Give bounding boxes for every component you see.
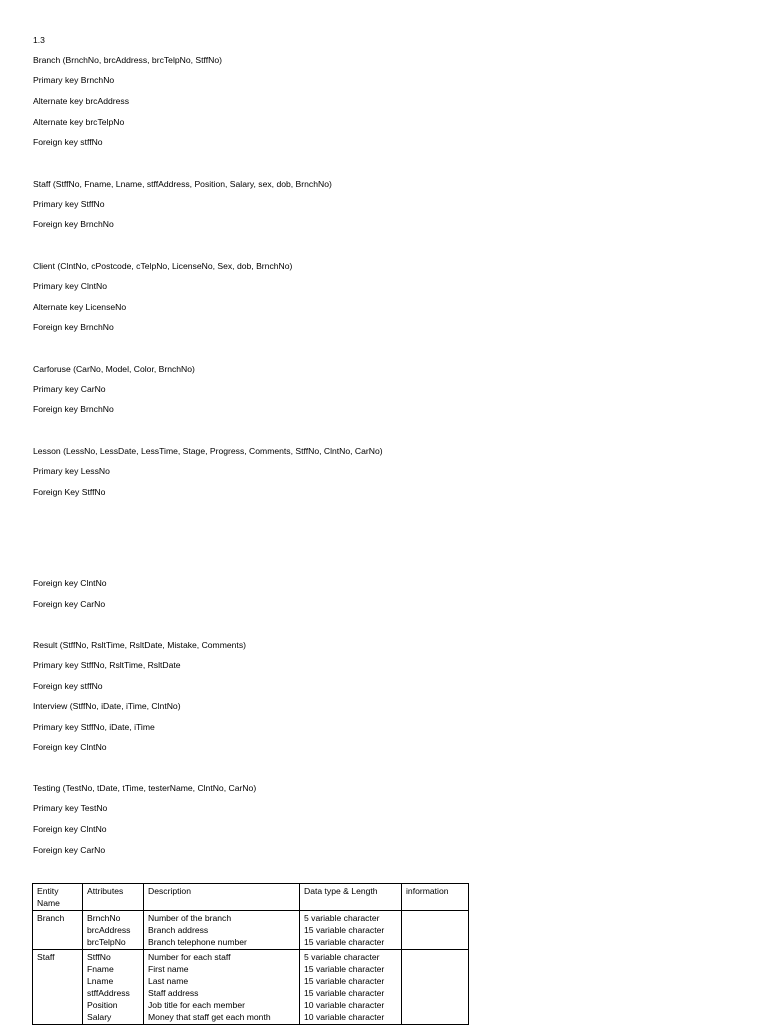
attribute: StffNo [87,952,111,962]
description: Job title for each member [148,1000,245,1010]
attribute: Salary [87,1012,112,1022]
key-line: Foreign key CarNo [33,845,106,855]
key-line: Primary key StffNo [33,199,105,209]
data-type-cell [300,911,402,950]
key-line: Foreign key CarNo [33,599,106,609]
section-number: 1.3 [33,35,45,45]
information-cell [402,911,469,950]
key-line: Primary key LessNo [33,466,110,476]
data-type: 15 variable character [304,937,385,947]
key-line: Foreign key BrnchNo [33,219,114,229]
key-line: Primary key TestNo [33,803,108,813]
key-line: Alternate key brcTelpNo [33,117,125,127]
key-line: Alternate key LicenseNo [33,302,127,312]
description-cell [144,950,300,1025]
attribute: stffAddress [87,988,130,998]
information-cell [402,950,469,1025]
description: Staff address [148,988,199,998]
entity-cell: Branch [33,911,83,950]
description: Branch address [148,925,209,935]
relation-lesson: Lesson (LessNo, LessDate, LessTime, Stage, Progress, Comments, StffNo, ClntNo, CarNo) [33,446,383,456]
key-line: Foreign key BrnchNo [33,404,114,414]
key-line: Foreign key stffNo [33,681,103,691]
key-line: Primary key StffNo, RsltTime, RsltDate [33,660,181,670]
header-entity-name: Entity Name [33,884,83,911]
key-line: Foreign key ClntNo [33,824,107,834]
header-information: information [402,884,469,911]
data-type: 5 variable character [304,952,380,962]
relation-staff: Staff (StffNo, Fname, Lname, stffAddress, Position, Salary, sex, dob, BrnchNo) [33,179,332,189]
table-row [33,911,469,950]
key-line: Foreign key stffNo [33,137,103,147]
data-type: 15 variable character [304,976,385,986]
key-line: Alternate key brcAddress [33,96,130,106]
header-attributes: Attributes [83,884,144,911]
description: Number of the branch [148,913,232,923]
data-type: 15 variable character [304,925,385,935]
data-type-cell [300,950,402,1025]
key-line: Primary key ClntNo [33,281,108,291]
description: Last name [148,976,189,986]
attribute: Position [87,1000,118,1010]
key-line: Foreign key BrnchNo [33,322,114,332]
key-line: Primary key BrnchNo [33,75,115,85]
description: Branch telephone number [148,937,247,947]
data-type: 5 variable character [304,913,380,923]
attributes-cell [83,911,144,950]
entity-cell: Staff [33,950,83,1025]
attribute: brcAddress [87,925,131,935]
attribute: BrnchNo [87,913,121,923]
relation-result: Result (StffNo, RsltTime, RsltDate, Mistake, Comments) [33,640,246,650]
data-dictionary-table [32,883,469,1025]
relation-testing: Testing (TestNo, tDate, tTime, testerName, ClntNo, CarNo) [33,783,257,793]
data-type: 10 variable character [304,1000,385,1010]
table-row [33,950,469,1025]
attribute: Fname [87,964,114,974]
attributes-cell [83,950,144,1025]
description: Number for each staff [148,952,231,962]
data-type: 15 variable character [304,988,385,998]
data-type: 10 variable character [304,1012,385,1022]
relation-client: Client (ClntNo, cPostcode, cTelpNo, LicenseNo, Sex, dob, BrnchNo) [33,261,293,271]
header-description: Description [144,884,300,911]
key-line: Foreign key ClntNo [33,742,107,752]
description: Money that staff get each month [148,1012,271,1022]
relation-carforuse: Carforuse (CarNo, Model, Color, BrnchNo) [33,364,195,374]
description-cell [144,911,300,950]
attribute: Lname [87,976,114,986]
data-type: 15 variable character [304,964,385,974]
table-header-row [33,884,469,911]
relation-branch: Branch (BrnchNo, brcAddress, brcTelpNo, StffNo) [33,55,222,65]
relation-interview: Interview (StffNo, iDate, iTime, ClntNo) [33,701,181,711]
key-line: Foreign Key StffNo [33,487,106,497]
header-data-type: Data type & Length [300,884,402,911]
key-line: Foreign key ClntNo [33,578,107,588]
description: First name [148,964,189,974]
attribute: brcTelpNo [87,937,126,947]
key-line: Primary key StffNo, iDate, iTime [33,722,155,732]
key-line: Primary key CarNo [33,384,106,394]
